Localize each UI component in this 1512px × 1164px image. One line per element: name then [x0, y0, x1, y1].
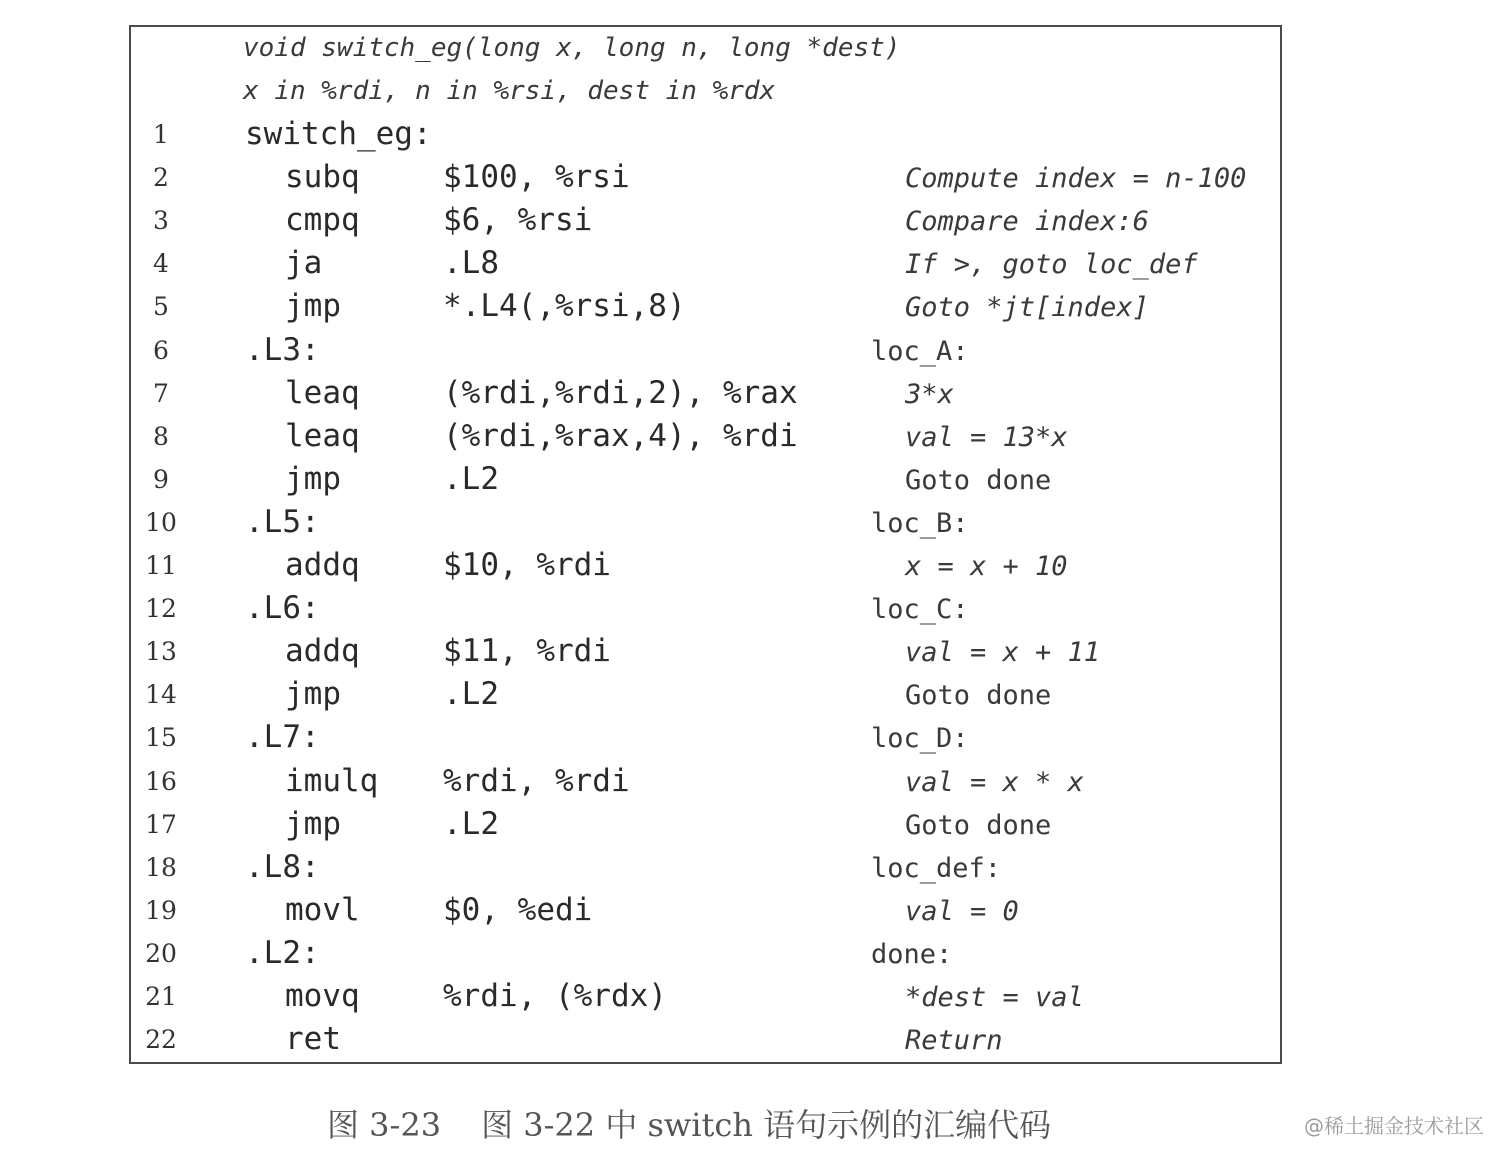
asm-instruction: leaq [285, 374, 360, 411]
line-number: 5 [153, 292, 169, 322]
line-number: 4 [153, 249, 169, 279]
line-number: 3 [153, 206, 169, 236]
figure-caption [327, 1100, 1051, 1146]
line-number: 10 [145, 507, 177, 537]
line-number: 21 [145, 982, 177, 1011]
code-comment: val = x * x [905, 766, 1084, 798]
asm-instruction: jmp [285, 460, 341, 497]
asm-operands: .L8 [443, 245, 499, 282]
asm-label: .L3: [245, 331, 320, 368]
asm-instruction: movl [285, 891, 360, 928]
asm-label: .L8: [245, 848, 320, 885]
asm-label: .L6: [245, 590, 320, 627]
asm-instruction: jmp [285, 288, 341, 325]
asm-label: switch_eg: [245, 116, 432, 152]
code-line [0, 116, 1512, 159]
code-line [0, 547, 1512, 590]
asm-instruction: cmpq [285, 202, 360, 239]
asm-operands: $10, %rdi [443, 547, 611, 583]
asm-instruction: leaq [285, 417, 360, 454]
code-comment: x = x + 10 [905, 551, 1068, 582]
code-line [0, 202, 1512, 245]
line-number: 16 [145, 766, 177, 796]
line-number: 7 [153, 378, 169, 408]
line-number: 13 [145, 637, 177, 667]
line-number: 2 [153, 163, 169, 193]
code-comment: Goto *jt[index] [905, 292, 1149, 324]
line-number: 15 [145, 723, 177, 753]
asm-operands: $6, %rsi [443, 202, 593, 239]
line-number: 8 [153, 421, 169, 451]
asm-label: .L7: [245, 719, 320, 756]
code-line [0, 332, 1512, 375]
watermark: @稀土掘金技术社区 [1304, 1114, 1484, 1138]
asm-instruction: ret [285, 1021, 341, 1058]
code-line [0, 461, 1512, 504]
asm-instruction: jmp [285, 805, 341, 842]
line-number: 20 [145, 938, 177, 968]
line-number: 11 [145, 551, 177, 580]
asm-label: .L2: [245, 934, 320, 971]
asm-operands: .L2 [443, 676, 499, 713]
code-comment: 3*x [905, 378, 954, 410]
line-number: 12 [145, 594, 177, 624]
code-line [0, 159, 1512, 202]
asm-operands: (%rdi,%rdi,2), %rax [443, 374, 798, 411]
code-line [0, 375, 1512, 418]
asm-operands: %rdi, %rdi [443, 762, 630, 799]
asm-instruction: subq [285, 159, 360, 196]
code-comment: If >, goto loc_def [905, 249, 1198, 281]
figure-caption-text: 图 3-22 中 switch 语句示例的汇编代码 [481, 1106, 1052, 1144]
line-number: 22 [145, 1025, 177, 1055]
code-line [0, 418, 1512, 461]
code-comment: val = 0 [905, 895, 1019, 927]
code-comment: Goto done [905, 809, 1052, 841]
code-line [0, 849, 1512, 892]
code-line [0, 1021, 1512, 1064]
asm-label: .L5: [245, 503, 320, 540]
c-label: loc_D: [871, 723, 969, 755]
c-label: loc_def: [871, 852, 1002, 884]
code-line [0, 676, 1512, 719]
code-comment: val = x + 11 [905, 637, 1101, 669]
code-line [0, 504, 1512, 547]
asm-instruction: addq [285, 547, 360, 583]
c-label: loc_A: [871, 335, 969, 367]
code-comment: *dest = val [905, 982, 1084, 1013]
code-comment: Goto done [905, 464, 1052, 496]
line-number: 6 [153, 335, 169, 365]
c-label: done: [871, 938, 953, 970]
figure-number: 图 3-23 [327, 1106, 442, 1144]
code-line [0, 763, 1512, 806]
asm-operands: *.L4(,%rsi,8) [443, 288, 686, 325]
asm-instruction: addq [285, 633, 360, 670]
code-line [0, 590, 1512, 633]
asm-operands: $11, %rdi [443, 633, 611, 670]
code-comment: Compute index = n-100 [905, 163, 1247, 195]
line-number: 1 [153, 120, 169, 149]
line-number: 9 [153, 464, 169, 494]
function-signature: void switch_eg(long x, long n, long *dest) [243, 33, 901, 63]
asm-operands: %rdi, (%rdx) [443, 978, 667, 1014]
asm-operands: $100, %rsi [443, 159, 630, 196]
code-line [0, 978, 1512, 1021]
line-number: 18 [145, 852, 177, 882]
code-comment: Return [905, 1025, 1003, 1057]
asm-operands: .L2 [443, 460, 499, 497]
line-number: 19 [145, 895, 177, 925]
register-mapping: x in %rdi, n in %rsi, dest in %rdx [243, 76, 776, 106]
code-line [0, 245, 1512, 288]
asm-instruction: ja [285, 245, 323, 282]
asm-instruction: imulq [285, 762, 379, 799]
line-number: 17 [145, 809, 177, 839]
asm-operands: (%rdi,%rax,4), %rdi [443, 417, 798, 454]
code-comment: Goto done [905, 680, 1052, 712]
c-label: loc_B: [871, 507, 969, 539]
code-line [0, 633, 1512, 676]
line-number: 14 [145, 680, 177, 710]
asm-operands: .L2 [443, 805, 499, 842]
code-line [0, 288, 1512, 331]
code-comment: val = 13*x [905, 421, 1068, 453]
c-label: loc_C: [871, 594, 969, 626]
code-line [0, 806, 1512, 849]
code-comment: Compare index:6 [905, 206, 1149, 238]
code-line [0, 935, 1512, 978]
asm-instruction: jmp [285, 676, 341, 713]
code-line [0, 892, 1512, 935]
code-line [0, 719, 1512, 762]
asm-instruction: movq [285, 978, 360, 1014]
asm-operands: $0, %edi [443, 891, 593, 928]
